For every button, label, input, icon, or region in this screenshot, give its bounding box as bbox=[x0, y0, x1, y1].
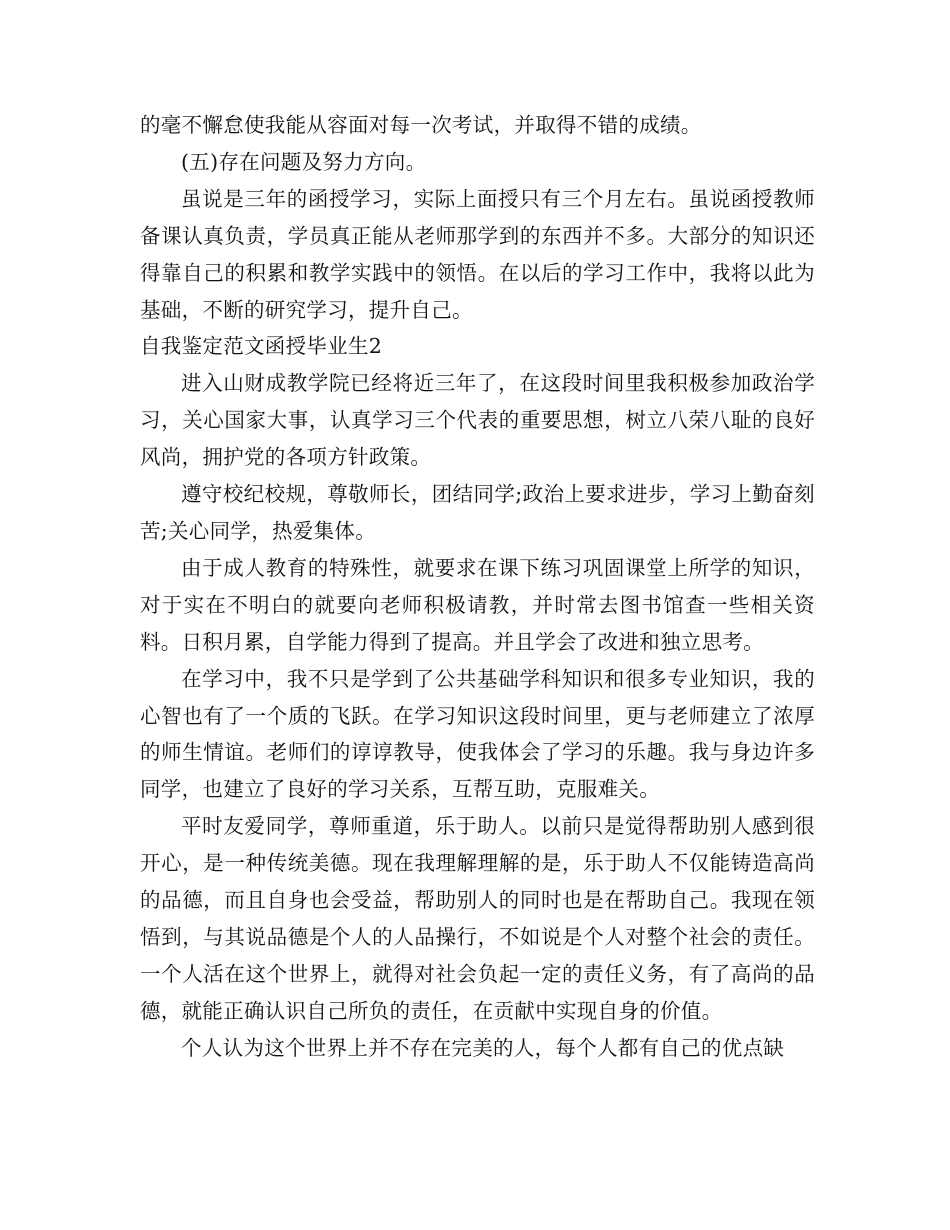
paragraph-learning: 在学习中，我不只是学到了公共基础学科知识和很多专业知识，我的心智也有了一个质的飞跃。在学习知识这段时间里，更与老师建立了浓厚的师生情谊。老师们的谆谆教导，使我体会了学习的乐趣。我与身边许多同学，也建立了良好的学习关系，互帮互助，克服难关。 bbox=[140, 666, 815, 802]
paragraph-continuation: 的毫不懈怠使我能从容面对每一次考试，并取得不错的成绩。 bbox=[140, 113, 702, 137]
paragraph-discipline: 遵守校纪校规，尊敬师长，团结同学;政治上要求进步，学习上勤奋刻苦;关心同学，热爱集体。 bbox=[140, 482, 815, 543]
article-title: 自我鉴定范文函授毕业生2 bbox=[140, 334, 383, 359]
paragraph-self-assessment: 个人认为这个世界上并不存在完美的人，每个人都有自己的优点缺 bbox=[181, 1035, 785, 1060]
paragraph-politics: 进入山财成教学院已经将近三年了，在这段时间里我积极参加政治学习，关心国家大事，认真学习三个代表的重要思想，树立八荣八耻的良好风尚，拥护党的各项方针政策。 bbox=[140, 371, 815, 470]
paragraph-problems: 虽说是三年的函授学习，实际上面授只有三个月左右。虽说函授教师备课认真负责，学员真正能从老师那学到的东西并不多。大部分的知识还得靠自己的积累和教学实践中的领悟。在以后的学习工作中，我将以此为基础，不断的研究学习，提升自己。 bbox=[140, 186, 815, 322]
document-body bbox=[140, 107, 815, 1067]
section-heading-problems: (五)存在问题及努力方向。 bbox=[181, 149, 427, 174]
paragraph-helping-others: 平时友爱同学，尊师重道，乐于助人。以前只是觉得帮助别人感到很开心，是一种传统美德。现在我理解理解的是，乐于助人不仅能铸造高尚的品德，而且自身也会受益，帮助别人的同时也是在帮助自己。我现在领悟到，与其说品德是个人的人品操行，不如说是个人对整个社会的责任。一个人活在这个世界上，就得对社会负起一定的责任义务，有了高尚的品德，就能正确认识自己所负的责任，在贡献中实现自身的价值。 bbox=[140, 814, 815, 1023]
paragraph-self-study: 由于成人教育的特殊性，就要求在课下练习巩固课堂上所学的知识，对于实在不明白的就要向老师积极请教，并时常去图书馆查一些相关资料。日积月累，自学能力得到了提高。并且学会了改进和独立思考。 bbox=[140, 555, 815, 654]
